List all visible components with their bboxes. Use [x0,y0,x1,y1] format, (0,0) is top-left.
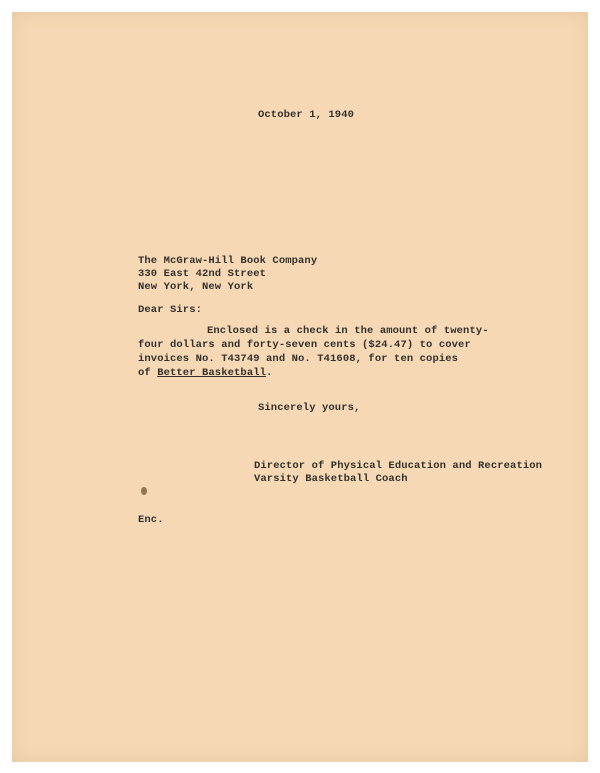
ink-spot [141,487,147,495]
body-line: four dollars and forty-seven cents ($24.47) to cover [138,339,471,351]
signature-title: Director of Physical Education and Recreation [254,460,543,472]
body-line: invoices No. T43749 and No. T41608, for ten copies [138,353,459,365]
salutation: Dear Sirs: [138,304,203,316]
letter-page [12,12,588,762]
body-text: . [266,367,273,379]
signature-title: Varsity Basketball Coach [254,473,408,485]
closing: Sincerely yours, [258,402,361,414]
recipient-name: The McGraw-Hill Book Company [138,255,318,267]
recipient-street: 330 East 42nd Street [138,268,267,280]
body-line [138,367,272,380]
body-text: of [138,367,158,379]
recipient-city: New York, New York [138,281,254,293]
letter-date: October 1, 1940 [258,109,355,121]
body-line: Enclosed is a check in the amount of twenty- [207,325,489,337]
enclosure-note: Enc. [138,514,164,526]
book-title: Better Basketball [157,367,267,379]
